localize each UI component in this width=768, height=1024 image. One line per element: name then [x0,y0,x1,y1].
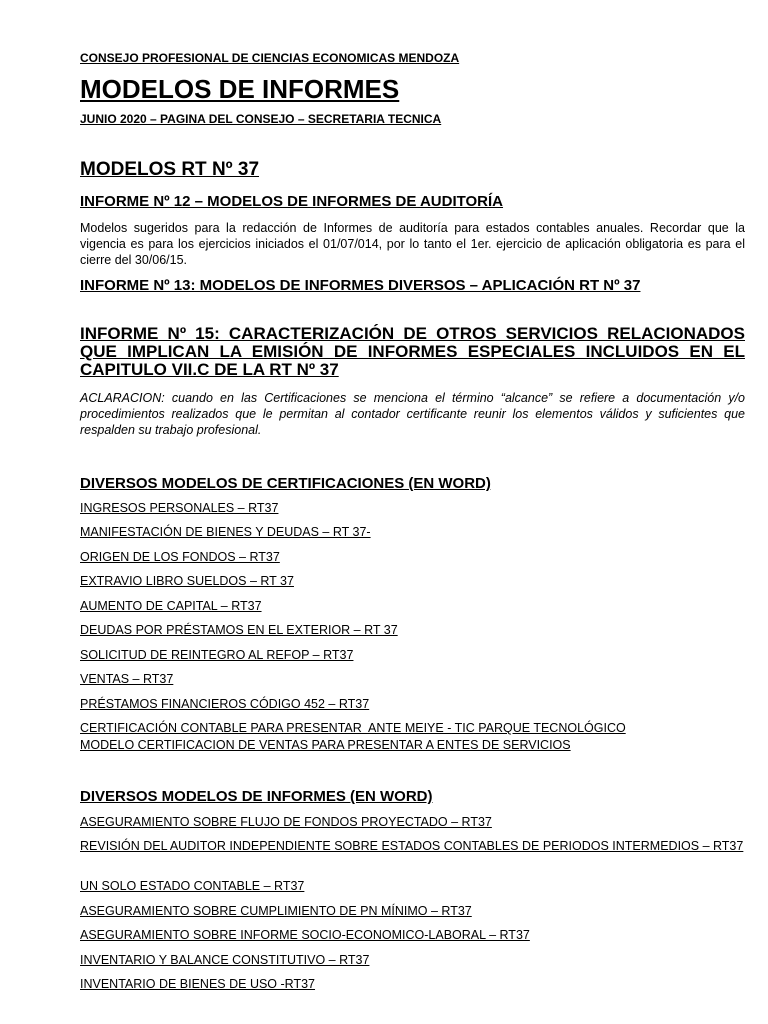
cert-link-ventas-entes-servicios[interactable]: MODELO CERTIFICACION DE VENTAS PARA PRESENTAR A ENTES DE SERVICIOS [80,738,571,752]
inf-link-inventario-bienes-uso[interactable]: INVENTARIO DE BIENES DE USO -RT37 [80,977,316,991]
cert-link-prestamos-financieros[interactable]: PRÉSTAMOS FINANCIEROS CÓDIGO 452 – RT37 [80,697,370,711]
rt37-heading: MODELOS RT Nº 37 [80,159,260,180]
inf-link-pn-minimo[interactable]: ASEGURAMIENTO SOBRE CUMPLIMIENTO DE PN MÍNIMO – RT37 [80,904,472,918]
informe-12-description: Modelos sugeridos para la redacción de Informes de auditoría para estados contables anuales. Recordar que la vigencia es para los ejercicios iniciados el 01/07/014, por lo tanto el 1er. ejercicio de aplicación obligatoria es para el cierre del 30/06/15. [80,221,745,267]
cert-link-manifestacion-bienes[interactable]: MANIFESTACIÓN DE BIENES Y DEUDAS – RT 37- [80,525,371,539]
dateline: JUNIO 2020 – PAGINA DEL CONSEJO – SECRETARIA TECNICA [80,112,442,126]
inf-link-revision-auditor[interactable]: REVISIÓN DEL AUDITOR INDEPENDIENTE SOBRE ESTADOS CONTABLES DE PERIODOS INTERMEDIOS – RT37 [80,839,744,853]
organization-name: CONSEJO PROFESIONAL DE CIENCIAS ECONOMICAS MENDOZA [80,51,460,65]
informe-13-link[interactable]: INFORME Nº 13: MODELOS DE INFORMES DIVERSOS – APLICACIÓN RT Nº 37 [80,277,641,294]
informe-12-link[interactable]: INFORME Nº 12 – MODELOS DE INFORMES DE AUDITORÍA [80,193,504,210]
cert-link-extravio-libro[interactable]: EXTRAVIO LIBRO SUELDOS – RT 37 [80,574,294,588]
page-title: MODELOS DE INFORMES [80,74,400,104]
inf-link-flujo-fondos[interactable]: ASEGURAMIENTO SOBRE FLUJO DE FONDOS PROYECTADO – RT37 [80,815,492,829]
inf-link-inventario-balance[interactable]: INVENTARIO Y BALANCE CONSTITUTIVO – RT37 [80,953,370,967]
cert-link-reintegro-refop[interactable]: SOLICITUD DE REINTEGRO AL REFOP – RT37 [80,648,354,662]
cert-link-origen-fondos[interactable]: ORIGEN DE LOS FONDOS – RT37 [80,550,280,564]
cert-link-aumento-capital[interactable]: AUMENTO DE CAPITAL – RT37 [80,599,262,613]
cert-link-meiye-tic[interactable]: CERTIFICACIÓN CONTABLE PARA PRESENTAR ANTE MEIYE - TIC PARQUE TECNOLÓGICO [80,721,626,735]
cert-link-deudas-prestamos[interactable]: DEUDAS POR PRÉSTAMOS EN EL EXTERIOR – RT 37 [80,623,398,637]
informes-heading: DIVERSOS MODELOS DE INFORMES (EN WORD) [80,788,433,805]
inf-link-socio-economico[interactable]: ASEGURAMIENTO SOBRE INFORME SOCIO-ECONOMICO-LABORAL – RT37 [80,928,530,942]
aclaracion-note: ACLARACION: cuando en las Certificaciones se menciona el término “alcance” se refiere a documentación y/o procedimientos realizados que le permitan al contador certificante reunir los elementos válidos y suficientes que respalden su trabajo profesional. [80,391,745,437]
inf-link-un-solo-estado[interactable]: UN SOLO ESTADO CONTABLE – RT37 [80,879,305,893]
certificaciones-heading: DIVERSOS MODELOS DE CERTIFICACIONES (EN WORD) [80,475,491,492]
cert-link-ventas[interactable]: VENTAS – RT37 [80,672,174,686]
informe-15-link[interactable]: INFORME Nº 15: CARACTERIZACIÓN DE OTROS SERVICIOS RELACIONADOS QUE IMPLICAN LA EMISIÓN DE INFORMES ESPECIALES INCLUIDOS EN EL CAPITULO VII.C DE LA RT Nº 37 [80,324,745,379]
cert-link-ingresos-personales[interactable]: INGRESOS PERSONALES – RT37 [80,501,279,515]
